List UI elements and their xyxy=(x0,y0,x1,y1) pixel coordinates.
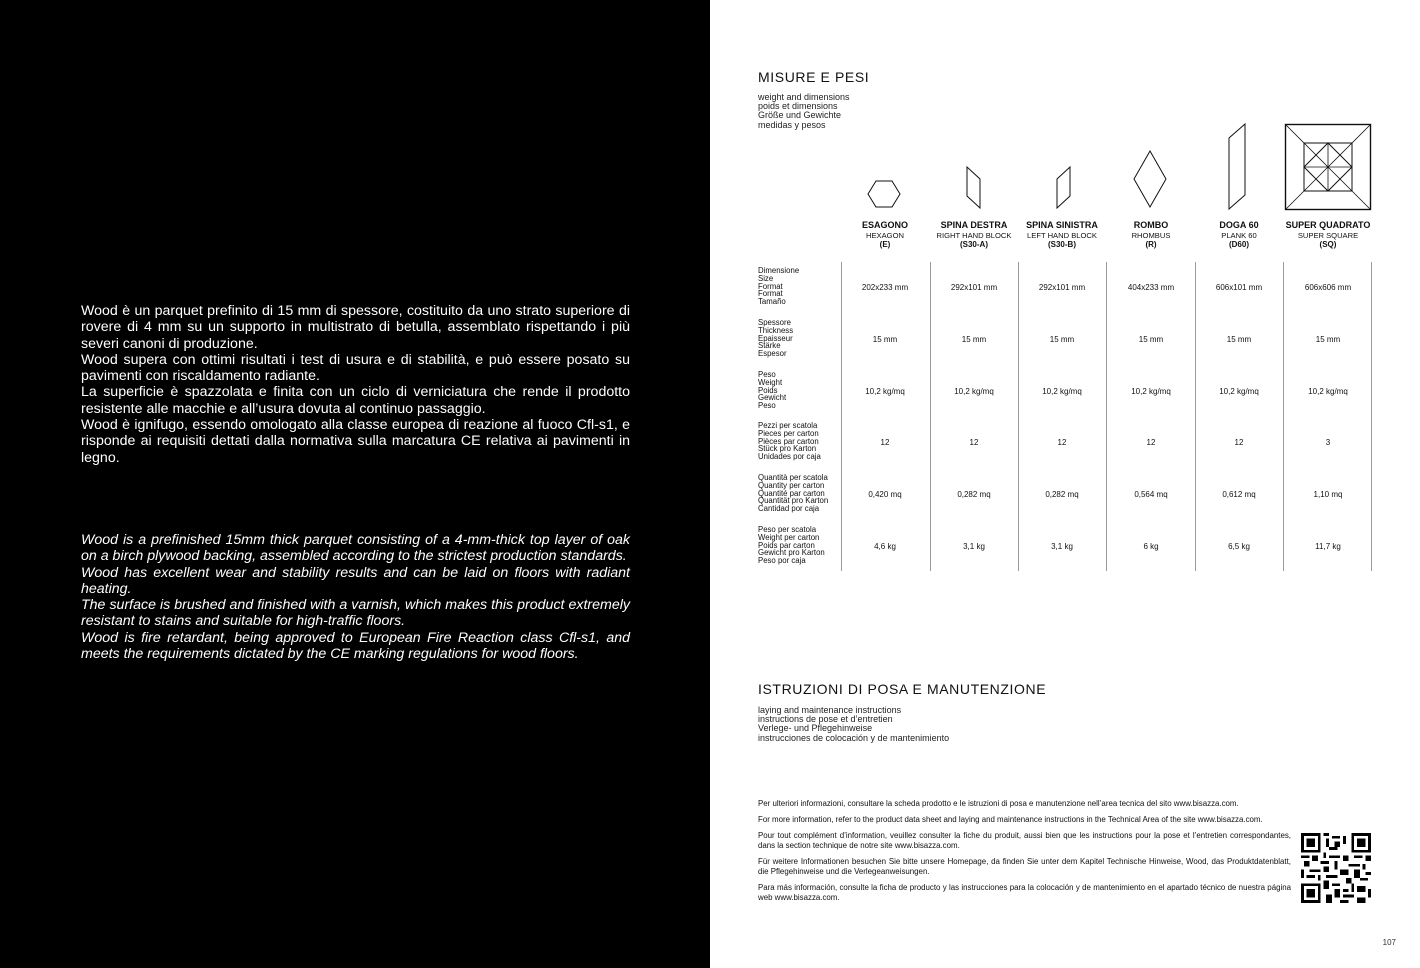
table-cell: 3 xyxy=(1325,438,1331,447)
table-cell: 11,7 kg xyxy=(1315,542,1341,551)
italian-paragraph: Wood è un parquet prefinito di 15 mm di spessore, costituito da uno strato superiore di rovere di 4 mm su un supporto in multistrato di betulla, assemblato rispettando i più severi canoni di produzione. xyxy=(81,303,630,352)
product-header-left-hand-block xyxy=(1018,220,1106,249)
instructions-subtitles xyxy=(758,706,949,743)
english-paragraph: The surface is brushed and finished with a varnish, which makes this product extremely resistant to stains and suitable for high-traffic floors. xyxy=(81,597,630,630)
row-label xyxy=(758,267,799,306)
table-cell: 404x233 mm xyxy=(1127,283,1175,292)
info-spanish: Para más información, consulte la ficha de producto y las instrucciones para la colocación y de mantenimiento en el apartado técnico de nuestra página web www.bisazza.com. xyxy=(758,883,1291,903)
instructions-subtitle: instrucciones de colocación y de mantenimiento xyxy=(758,732,950,743)
table-cell: 10,2 kg/mq xyxy=(954,387,994,396)
product-english-name: HEXAGON xyxy=(866,231,904,240)
product-code: (SQ) xyxy=(1319,240,1337,249)
qr-code-icon[interactable] xyxy=(1301,833,1371,903)
info-german: Für weitere Informationen besuchen Sie bitte unsere Homepage, da finden Sie unter dem Kapitel Technische Hinweise, Wood, das Produktdatenblatt, die Pflegehinweise und die Verlegeanweisungen. xyxy=(758,857,1291,877)
table-cell: 15 mm xyxy=(961,335,987,344)
row-label-line: Espesor xyxy=(758,349,787,359)
row-label-line: Peso por caja xyxy=(758,556,806,566)
row-label-line: Gewicht pro Karton xyxy=(758,548,825,558)
product-header-rhombus xyxy=(1107,220,1195,249)
product-name: SUPER QUADRATO xyxy=(1285,220,1371,230)
measures-subtitle: poids et dimensions xyxy=(758,101,838,112)
table-cell: 6,5 kg xyxy=(1228,542,1250,551)
table-cell: 606x101 mm xyxy=(1215,283,1263,292)
product-name: DOGA 60 xyxy=(1219,220,1259,230)
row-label-line: Quantità per scatola xyxy=(758,473,828,482)
product-english-name: RHOMBUS xyxy=(1131,231,1171,240)
row-label-line: Size xyxy=(758,273,774,283)
table-cell: 12 xyxy=(880,438,890,447)
italian-paragraph: Wood è ignifugo, essendo omologato alla classe europea di reazione al fuoco Cfl-s1, e risponde ai requisiti dettati dalla normativa sulla marcatura CE relativa ai pavimenti in legno. xyxy=(81,417,630,466)
product-name: ESAGONO xyxy=(861,220,908,230)
column-divider xyxy=(1371,262,1372,571)
row-label-line: Pieces per carton xyxy=(758,428,819,438)
product-code: (R) xyxy=(1145,240,1157,249)
row-label-line: Poids xyxy=(758,385,778,395)
row-label xyxy=(758,371,786,410)
table-cell: 3,1 kg xyxy=(963,542,985,551)
table-cell: 606x606 mm xyxy=(1304,283,1352,292)
instructions-subtitle: Verlege- und Pflegehinweise xyxy=(758,723,873,734)
left-hand-block-icon xyxy=(1018,166,1106,212)
table-cell: 10,2 kg/mq xyxy=(1042,387,1082,396)
row-label-line: Quantität pro Karton xyxy=(758,496,829,506)
product-english-name: LEFT HAND BLOCK xyxy=(1027,231,1097,240)
info-english: For more information, refer to the product data sheet and laying and maintenance instructions in the Technical Area of the site www.bisazza.com. xyxy=(758,815,1263,824)
row-label-line: Peso xyxy=(758,401,776,411)
measures-subtitle: medidas y pesos xyxy=(758,119,826,130)
hexagon-icon xyxy=(841,178,929,212)
measures-subtitle: Größe und Gewichte xyxy=(758,110,842,121)
product-english-name: PLANK 60 xyxy=(1221,231,1257,240)
table-cell: 4,6 kg xyxy=(874,542,896,551)
table-cell: 0,564 mq xyxy=(1134,490,1168,499)
row-label xyxy=(758,474,828,513)
page-number: 107 xyxy=(1382,938,1396,947)
row-label-line: Format xyxy=(758,281,783,291)
plank-icon xyxy=(1195,123,1283,211)
table-cell: 10,2 kg/mq xyxy=(1308,387,1348,396)
table-cell: 292x101 mm xyxy=(1038,283,1086,292)
instructions-subtitle: instructions de pose et d’entretien xyxy=(758,714,893,725)
row-label-line: Weight xyxy=(758,377,783,387)
table-cell: 0,420 mq xyxy=(868,490,902,499)
row-label-line: Pezzi per scatola xyxy=(758,421,818,430)
table-cell: 0,282 mq xyxy=(957,490,991,499)
italian-description xyxy=(81,303,630,466)
row-label xyxy=(758,319,793,358)
product-name: SPINA SINISTRA xyxy=(1026,220,1098,230)
product-code: (S30-A) xyxy=(959,240,988,249)
super-square-icon xyxy=(1284,123,1372,211)
column-divider xyxy=(1283,262,1284,571)
column-divider xyxy=(1018,262,1019,571)
english-paragraph: Wood is fire retardant, being approved to European Fire Reaction class Cfl-s1, and meets the requirements dictated by the CE marking regulations for wood floors. xyxy=(81,629,630,663)
table-cell: 0,282 mq xyxy=(1045,490,1079,499)
specifications-panel xyxy=(710,0,1420,968)
row-label-line: Epaisseur xyxy=(758,333,793,343)
table-cell: 0,612 mq xyxy=(1222,490,1256,499)
instructions-subtitle: laying and maintenance instructions xyxy=(758,705,902,715)
product-name: ROMBO xyxy=(1133,220,1169,230)
table-cell: 12 xyxy=(1146,438,1156,447)
product-name: SPINA DESTRA xyxy=(940,220,1008,230)
rhombus-icon xyxy=(1106,150,1194,210)
italian-paragraph: Wood supera con ottimi risultati i test di usura e di stabilità, e può essere posato su pavimenti con riscaldamento radiante. xyxy=(81,351,630,385)
row-label-line: Thickness xyxy=(758,325,794,335)
table-cell: 15 mm xyxy=(1138,335,1164,344)
row-label-line: Format xyxy=(758,289,783,299)
product-header-plank xyxy=(1195,220,1283,249)
measures-subtitles xyxy=(758,93,850,130)
row-label xyxy=(758,526,825,565)
table-cell: 12 xyxy=(1057,438,1067,447)
table-cell: 15 mm xyxy=(1315,335,1341,344)
row-label-line: Quantity per carton xyxy=(758,480,825,490)
row-label xyxy=(758,422,821,461)
table-cell: 10,2 kg/mq xyxy=(1219,387,1259,396)
table-cell: 3,1 kg xyxy=(1051,542,1073,551)
row-label-line: Spessore xyxy=(758,318,791,327)
row-label-line: Peso per scatola xyxy=(758,525,817,534)
table-cell: 292x101 mm xyxy=(950,283,998,292)
info-french: Pour tout complément d’information, veuillez consulter la fiche du produit, aussi bien que les instructions pour la pose et l’entretien correspondantes, dans la section technique de notre site www.bisazza.com. xyxy=(758,831,1291,851)
row-label-line: Cantidad por caja xyxy=(758,504,820,514)
right-hand-block-icon xyxy=(929,166,1017,212)
product-code: (D60) xyxy=(1228,240,1249,249)
column-divider xyxy=(930,262,931,571)
english-paragraph: Wood is a prefinished 15mm thick parquet consisting of a 4-mm-thick top layer of oak on a birch plywood backing, assembled according to the strictest production standards. xyxy=(81,532,630,565)
table-cell: 202x233 mm xyxy=(861,283,909,292)
product-header-hexagon xyxy=(841,220,929,249)
row-label-line: Dimensione xyxy=(758,266,800,275)
measures-subtitle: weight and dimensions xyxy=(758,92,850,102)
table-cell: 6 kg xyxy=(1143,542,1159,551)
product-header-super-square xyxy=(1284,220,1372,249)
row-label-line: Quantité par carton xyxy=(758,488,825,498)
column-divider xyxy=(1106,262,1107,571)
product-header-right-hand-block xyxy=(930,220,1018,249)
row-label-line: Stück pro Karton xyxy=(758,444,817,454)
row-label-line: Poids par carton xyxy=(758,540,815,550)
row-label-line: Gewicht xyxy=(758,393,787,403)
table-cell: 12 xyxy=(969,438,979,447)
table-cell: 1,10 mq xyxy=(1313,490,1343,499)
italian-paragraph: La superficie è spazzolata e finita con un ciclo di verniciatura che rende il prodotto resistente alle macchie e all’usura dovuta al continuo passaggio. xyxy=(81,384,630,417)
table-cell: 15 mm xyxy=(1226,335,1252,344)
product-code: (E) xyxy=(879,240,891,249)
english-description xyxy=(81,532,630,662)
table-cell: 10,2 kg/mq xyxy=(865,387,905,396)
row-label-line: Weight per carton xyxy=(758,532,820,542)
table-cell: 10,2 kg/mq xyxy=(1131,387,1171,396)
table-cell: 15 mm xyxy=(872,335,898,344)
column-divider xyxy=(1195,262,1196,571)
table-cell: 15 mm xyxy=(1049,335,1075,344)
table-cell: 12 xyxy=(1234,438,1244,447)
product-english-name: SUPER SQUARE xyxy=(1297,231,1359,240)
measures-title: MISURE E PESI xyxy=(758,69,870,85)
row-label-line: Unidades por caja xyxy=(758,452,821,462)
english-paragraph: Wood has excellent wear and stability results and can be laid on floors with radiant heating. xyxy=(81,564,630,597)
instructions-title: ISTRUZIONI DI POSA E MANUTENZIONE xyxy=(758,681,1047,697)
row-label-line: Pièces par carton xyxy=(758,436,819,446)
row-label-line: Stärke xyxy=(758,341,781,351)
column-divider xyxy=(841,262,842,571)
row-label-line: Peso xyxy=(758,370,776,379)
product-code: (S30-B) xyxy=(1047,240,1076,249)
info-italian: Per ulteriori informazioni, consultare la scheda prodotto e le istruzioni di posa e manutenzione nell’area tecnica del sito www.bisazza.com. xyxy=(758,799,1239,808)
row-label-line: Tamaño xyxy=(758,297,786,307)
product-english-name: RIGHT HAND BLOCK xyxy=(936,231,1012,240)
